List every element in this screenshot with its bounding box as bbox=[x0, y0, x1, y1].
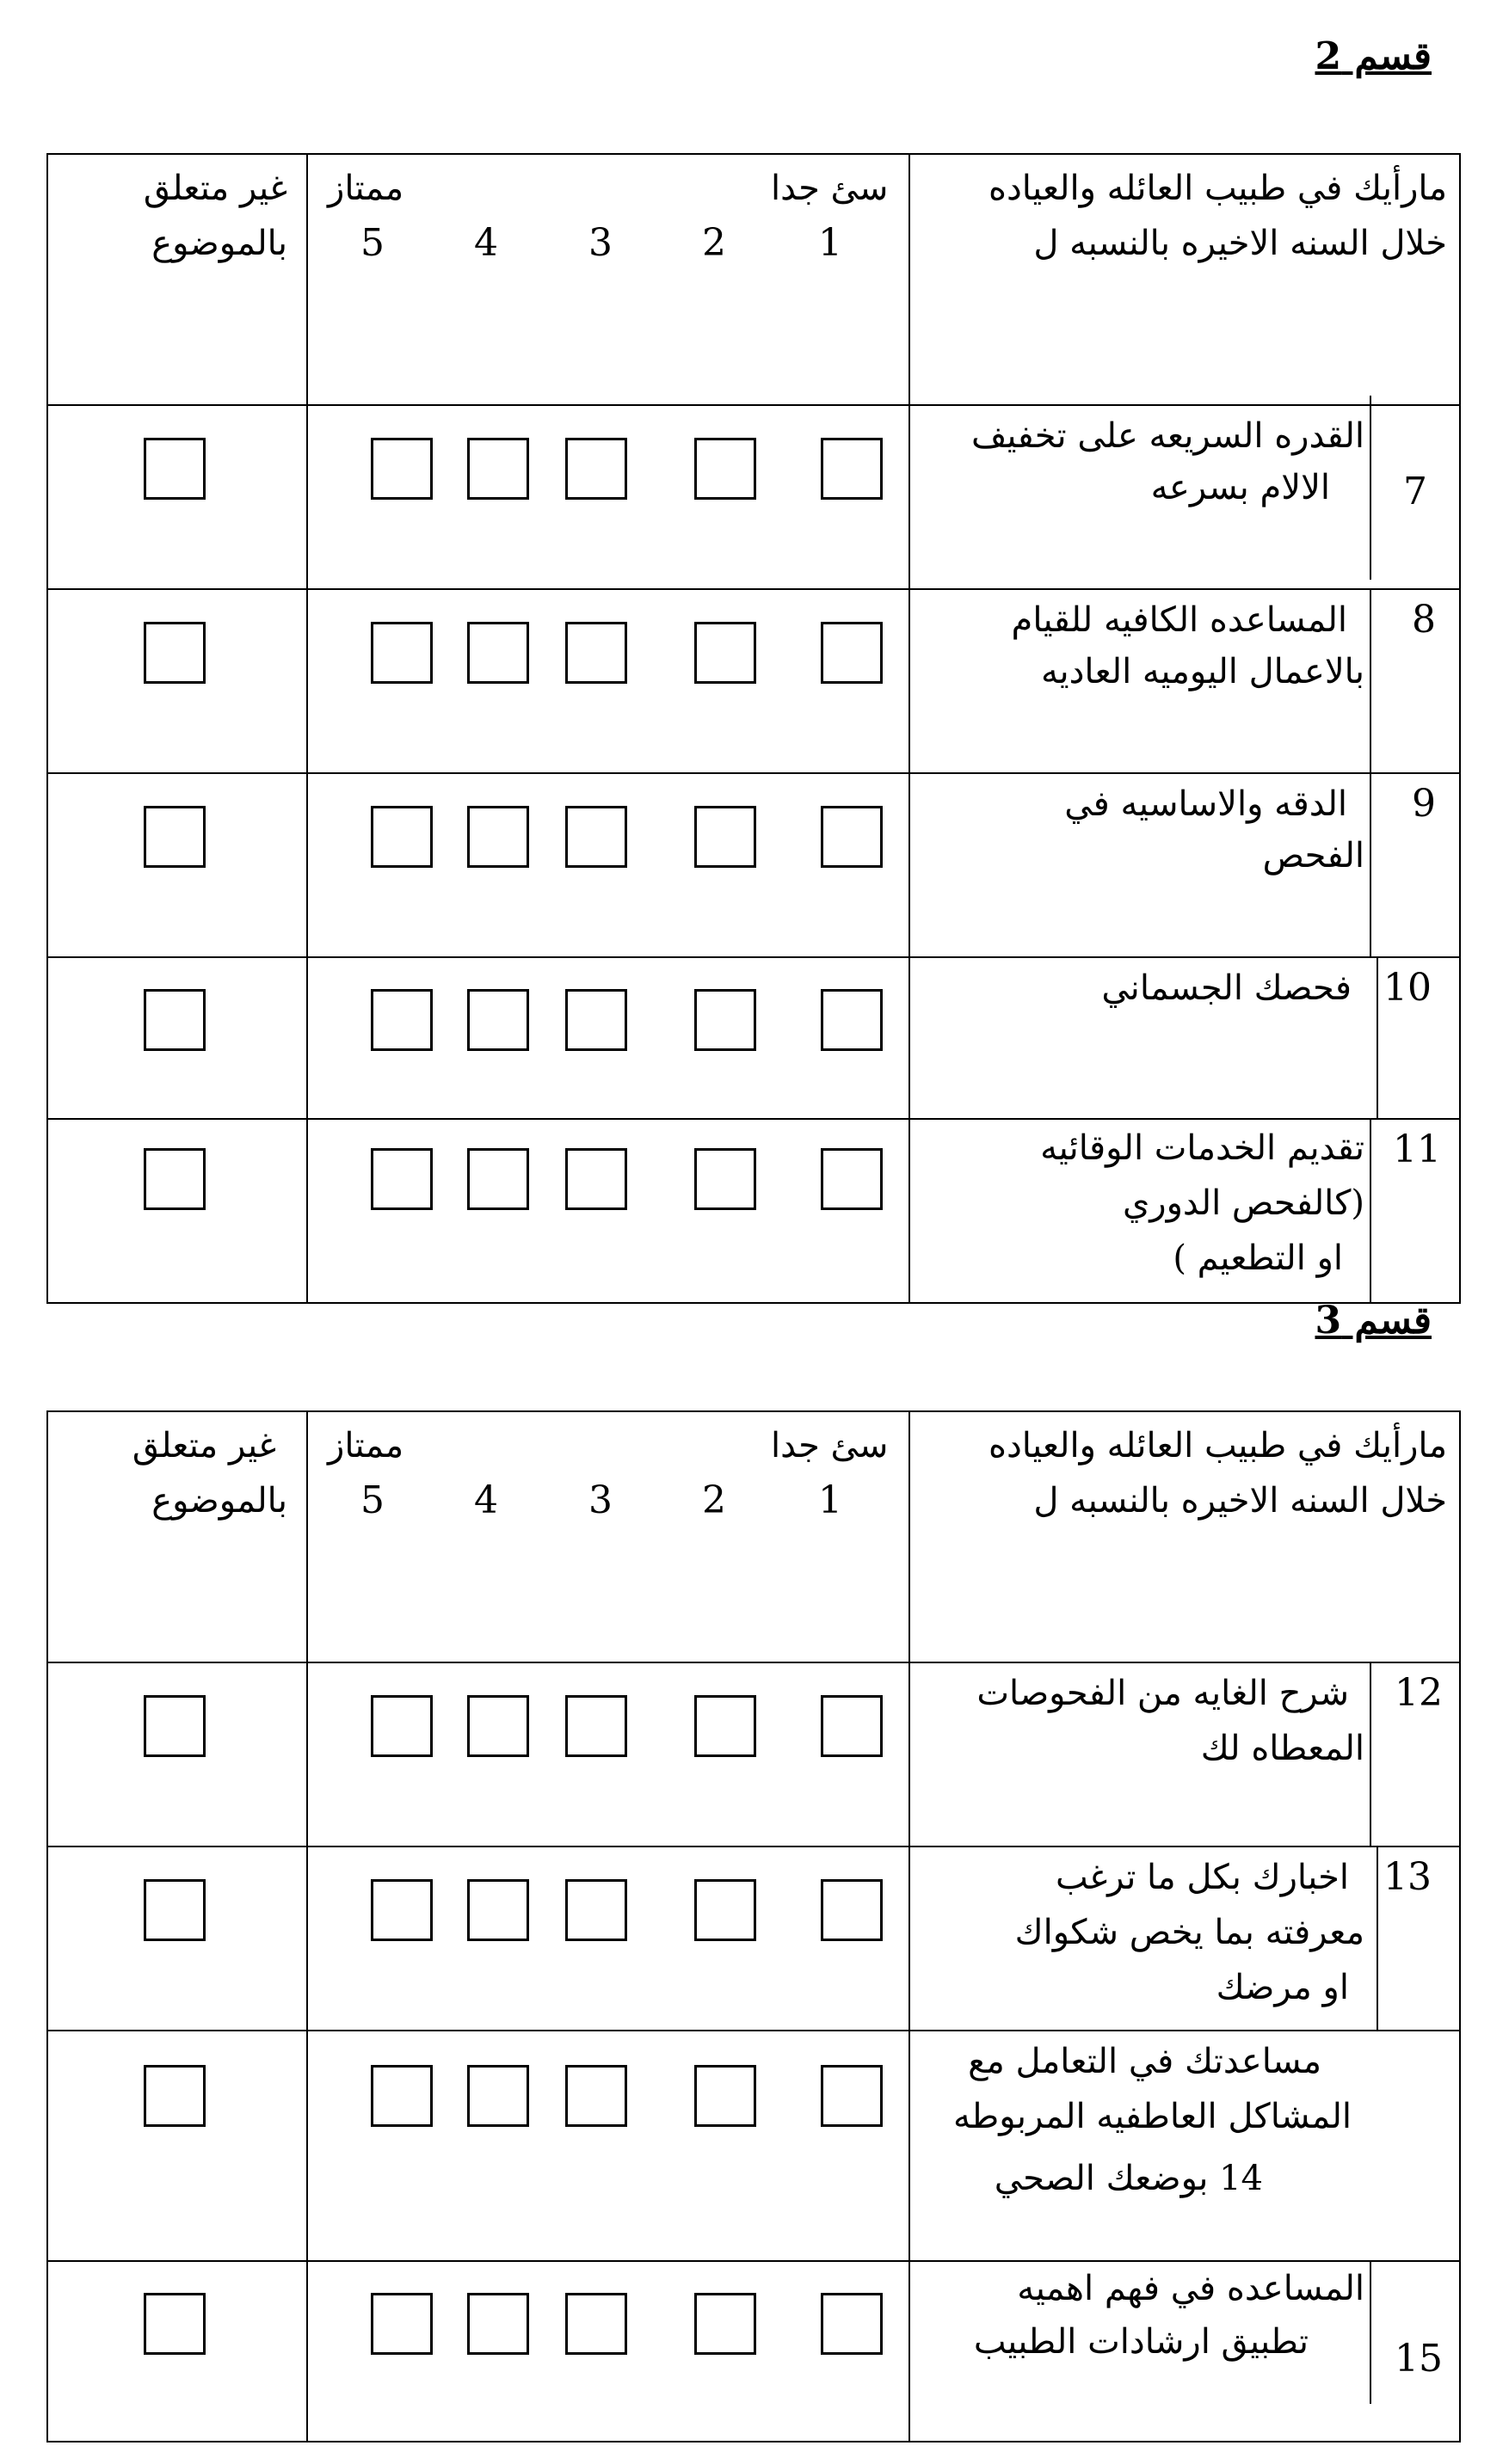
header-question-line-1: مارأيك في طبيب العائله والعياده bbox=[988, 1426, 1447, 1465]
item-row-8 bbox=[48, 588, 1459, 772]
item-text-line-3: او التطعيم ) bbox=[1173, 1238, 1343, 1278]
item-row-12 bbox=[48, 1662, 1459, 1846]
item-text-line-1: مساعدتك في التعامل مع bbox=[968, 2042, 1321, 2081]
scale-3: 3 bbox=[588, 1478, 613, 1522]
scale-1: 1 bbox=[818, 1478, 842, 1522]
header-row bbox=[48, 1412, 1459, 1662]
scale-excellent-label: ممتاز bbox=[328, 1426, 404, 1465]
rating-5-checkbox[interactable] bbox=[371, 806, 433, 868]
rating-1-checkbox[interactable] bbox=[821, 989, 883, 1051]
item-text-line-1: تقديم الخدمات الوقائيه bbox=[1040, 1128, 1364, 1168]
item-text-line-1: القدره السريعه على تخفيف bbox=[971, 416, 1364, 456]
rating-3-checkbox[interactable] bbox=[565, 806, 627, 868]
item-text-line-2: معرفته بما يخص شكواك bbox=[1014, 1913, 1364, 1952]
rating-3-checkbox[interactable] bbox=[565, 2293, 627, 2355]
item-number: 8 bbox=[1412, 598, 1436, 642]
number-divider bbox=[1377, 1847, 1378, 2031]
rating-3-checkbox[interactable] bbox=[565, 622, 627, 684]
scale-1: 1 bbox=[818, 221, 842, 265]
rating-2-checkbox[interactable] bbox=[694, 1695, 756, 1757]
rating-5-checkbox[interactable] bbox=[371, 1695, 433, 1757]
not-applicable-checkbox[interactable] bbox=[144, 806, 206, 868]
rating-2-checkbox[interactable] bbox=[694, 2293, 756, 2355]
item-text-line-3: او مرضك bbox=[1216, 1968, 1349, 2007]
item-number: 13 bbox=[1383, 1855, 1432, 1899]
rating-5-checkbox[interactable] bbox=[371, 1879, 433, 1941]
rating-1-checkbox[interactable] bbox=[821, 1148, 883, 1210]
rating-1-checkbox[interactable] bbox=[821, 622, 883, 684]
item-row-9 bbox=[48, 772, 1459, 956]
item-number: 7 bbox=[1403, 470, 1427, 513]
rating-1-checkbox[interactable] bbox=[821, 2293, 883, 2355]
rating-1-checkbox[interactable] bbox=[821, 1695, 883, 1757]
rating-3-checkbox[interactable] bbox=[565, 989, 627, 1051]
item-text-line-2: الالام بسرعه bbox=[1150, 468, 1330, 507]
rating-3-checkbox[interactable] bbox=[565, 2065, 627, 2127]
scale-2: 2 bbox=[702, 1478, 726, 1522]
section-2-title: قسم 2 bbox=[1315, 34, 1432, 78]
number-divider bbox=[1377, 958, 1378, 1120]
rating-2-checkbox[interactable] bbox=[694, 622, 756, 684]
header-row bbox=[48, 155, 1459, 404]
not-applicable-line-1: غير متعلق bbox=[143, 169, 287, 208]
item-row-11 bbox=[48, 1118, 1459, 1302]
rating-1-checkbox[interactable] bbox=[821, 438, 883, 500]
rating-5-checkbox[interactable] bbox=[371, 622, 433, 684]
section-2-table bbox=[46, 153, 1461, 1304]
item-number: 10 bbox=[1383, 966, 1432, 1010]
not-applicable-checkbox[interactable] bbox=[144, 2293, 206, 2355]
number-divider bbox=[1370, 590, 1371, 774]
item-row-10 bbox=[48, 956, 1459, 1118]
scale-5: 5 bbox=[360, 1478, 385, 1522]
header-question-line-1: مارأيك في طبيب العائله والعياده bbox=[988, 169, 1447, 208]
scale-very-bad-label: سئ جدا bbox=[771, 169, 889, 208]
item-row-7 bbox=[48, 404, 1459, 588]
rating-3-checkbox[interactable] bbox=[565, 1148, 627, 1210]
item-text-line-1: الدقه والاساسيه في bbox=[1064, 784, 1347, 824]
scale-4: 4 bbox=[474, 221, 498, 265]
rating-4-checkbox[interactable] bbox=[467, 1148, 529, 1210]
scale-very-bad-label: سئ جدا bbox=[771, 1426, 889, 1465]
section-3-table bbox=[46, 1410, 1461, 2442]
item-number: 9 bbox=[1412, 782, 1436, 826]
not-applicable-checkbox[interactable] bbox=[144, 1148, 206, 1210]
not-applicable-checkbox[interactable] bbox=[144, 622, 206, 684]
item-text-line-2: بالاعمال اليوميه العاديه bbox=[1041, 652, 1364, 691]
rating-3-checkbox[interactable] bbox=[565, 1879, 627, 1941]
item-row-13 bbox=[48, 1846, 1459, 2030]
rating-5-checkbox[interactable] bbox=[371, 1148, 433, 1210]
rating-5-checkbox[interactable] bbox=[371, 2065, 433, 2127]
rating-4-checkbox[interactable] bbox=[467, 806, 529, 868]
item-text-line-2: المشاكل العاطفيه المربوطه bbox=[952, 2097, 1352, 2136]
scale-excellent-label: ممتاز bbox=[328, 169, 404, 208]
rating-3-checkbox[interactable] bbox=[565, 1695, 627, 1757]
header-question-line-2: خلال السنه الاخيره بالنسبه ل bbox=[1033, 1481, 1447, 1521]
section-3-title: قسم 3 bbox=[1315, 1299, 1432, 1343]
rating-4-checkbox[interactable] bbox=[467, 989, 529, 1051]
rating-5-checkbox[interactable] bbox=[371, 989, 433, 1051]
header-question-line-2: خلال السنه الاخيره بالنسبه ل bbox=[1033, 224, 1447, 263]
item-text-line-1: فحصك الجسماني bbox=[1101, 968, 1352, 1008]
rating-2-checkbox[interactable] bbox=[694, 806, 756, 868]
number-divider bbox=[1370, 1663, 1371, 1847]
item-number: 11 bbox=[1393, 1128, 1441, 1171]
rating-2-checkbox[interactable] bbox=[694, 989, 756, 1051]
item-text-line-2: المعطاه لك bbox=[1200, 1729, 1364, 1768]
rating-4-checkbox[interactable] bbox=[467, 2293, 529, 2355]
rating-2-checkbox[interactable] bbox=[694, 1148, 756, 1210]
item-text-line-1: المساعده الكافيه للقيام bbox=[1011, 600, 1347, 640]
rating-1-checkbox[interactable] bbox=[821, 806, 883, 868]
not-applicable-checkbox[interactable] bbox=[144, 2065, 206, 2127]
rating-4-checkbox[interactable] bbox=[467, 622, 529, 684]
rating-5-checkbox[interactable] bbox=[371, 438, 433, 500]
item-text-line-2: (كالفحص الدوري bbox=[1122, 1183, 1364, 1223]
scale-3: 3 bbox=[588, 221, 613, 265]
rating-2-checkbox[interactable] bbox=[694, 2065, 756, 2127]
scale-4: 4 bbox=[474, 1478, 498, 1522]
number-divider bbox=[1370, 774, 1371, 958]
item-number: 12 bbox=[1395, 1671, 1443, 1715]
not-applicable-line-2: بالموضوع bbox=[151, 224, 287, 263]
scale-2: 2 bbox=[702, 221, 726, 265]
rating-2-checkbox[interactable] bbox=[694, 1879, 756, 1941]
rating-3-checkbox[interactable] bbox=[565, 438, 627, 500]
not-applicable-checkbox[interactable] bbox=[144, 438, 206, 500]
not-applicable-line-2: بالموضوع bbox=[151, 1481, 287, 1521]
item-text-line-2: تطبيق ارشادات الطبيب bbox=[973, 2322, 1309, 2362]
item-row-14 bbox=[48, 2030, 1459, 2260]
rating-4-checkbox[interactable] bbox=[467, 438, 529, 500]
rating-4-checkbox[interactable] bbox=[467, 1879, 529, 1941]
item-text-line-1: شرح الغايه من الفحوصات bbox=[976, 1674, 1349, 1713]
number-divider bbox=[1370, 1120, 1371, 1304]
rating-1-checkbox[interactable] bbox=[821, 1879, 883, 1941]
rating-1-checkbox[interactable] bbox=[821, 2065, 883, 2127]
scale-5: 5 bbox=[360, 221, 385, 265]
item-text-line-3: 14 بوضعك الصحي bbox=[994, 2159, 1263, 2198]
not-applicable-checkbox[interactable] bbox=[144, 1695, 206, 1757]
item-text-line-2: الفحص bbox=[1262, 836, 1364, 876]
item-text-line-1: المساعده في فهم اهميه bbox=[1017, 2269, 1364, 2308]
item-number: 15 bbox=[1395, 2337, 1443, 2381]
not-applicable-line-1: غير متعلق bbox=[132, 1426, 276, 1465]
number-divider bbox=[1370, 2262, 1371, 2404]
not-applicable-checkbox[interactable] bbox=[144, 989, 206, 1051]
rating-5-checkbox[interactable] bbox=[371, 2293, 433, 2355]
number-divider bbox=[1370, 396, 1371, 580]
item-text-line-1: اخبارك بكل ما ترغب bbox=[1055, 1858, 1349, 1897]
not-applicable-checkbox[interactable] bbox=[144, 1879, 206, 1941]
rating-2-checkbox[interactable] bbox=[694, 438, 756, 500]
rating-4-checkbox[interactable] bbox=[467, 2065, 529, 2127]
rating-4-checkbox[interactable] bbox=[467, 1695, 529, 1757]
item-row-15 bbox=[48, 2260, 1459, 2441]
